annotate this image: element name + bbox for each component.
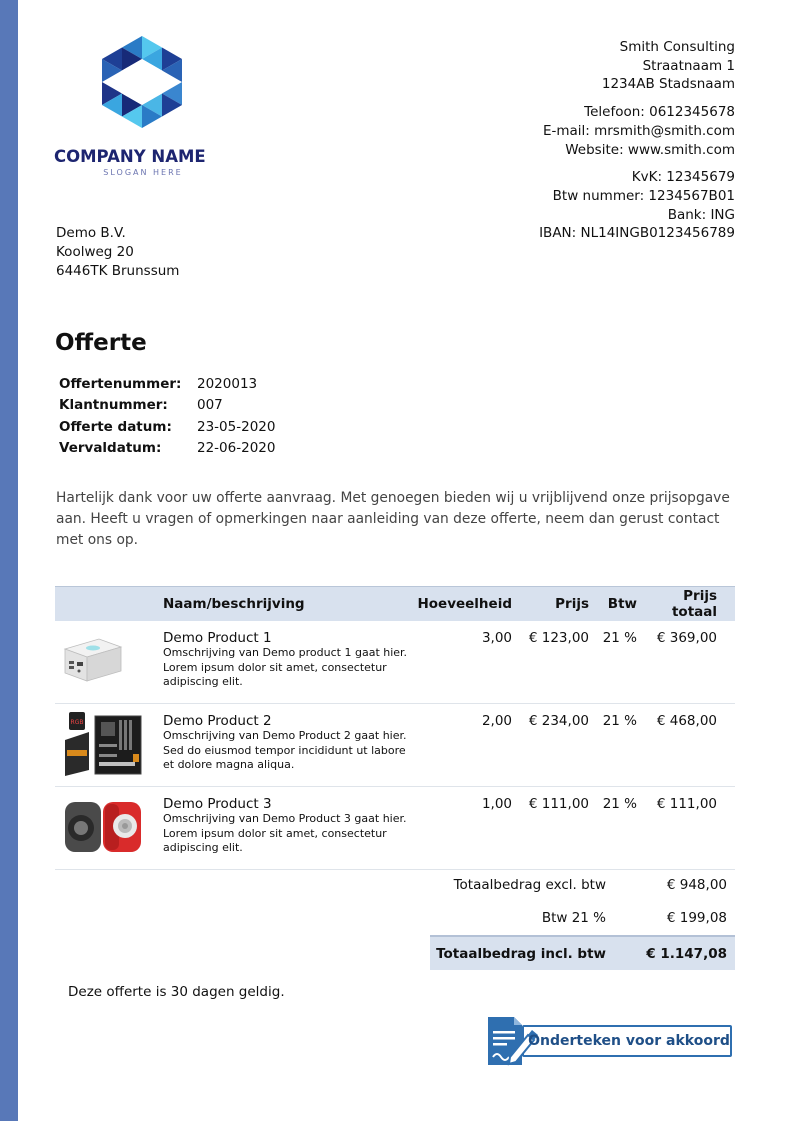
item-total: € 111,00: [656, 796, 717, 812]
item-description: Omschrijving van Demo Product 3 gaat hier. Lorem ipsum dolor sit amet, consectetur adipiscing elit.: [163, 812, 407, 854]
meta-row: [59, 416, 275, 438]
recipient-street: Koolweg 20: [56, 244, 134, 260]
grand-total-label: Totaalbedrag incl. btw: [436, 945, 606, 962]
header-vat: Btw: [607, 596, 637, 612]
mini-pc-image: [55, 627, 163, 693]
sender-address: [539, 38, 735, 94]
meta-value: 007: [197, 397, 223, 414]
subtotal-value: € 948,00: [666, 876, 727, 893]
subtotal-label: Totaalbedrag excl. btw: [453, 876, 606, 893]
header-qty: Hoeveelheid: [417, 596, 512, 612]
item-description: Omschrijving van Demo product 1 gaat hier. Lorem ipsum dolor sit amet, consectetur adipiscing elit.: [163, 646, 408, 688]
sender-website: Website: www.smith.com: [565, 141, 735, 158]
items-table: [55, 586, 735, 870]
item-qty: 3,00: [481, 630, 512, 646]
item-vat: 21 %: [602, 796, 637, 812]
svg-text:RGB: RGB: [70, 719, 84, 726]
sender-phone: Telefoon: 0612345678: [584, 104, 735, 121]
recipient-city: 6446TK Brunssum: [56, 263, 180, 279]
item-info: [163, 630, 413, 690]
grand-total-row: [430, 935, 735, 970]
sender-bank: Bank: ING: [667, 206, 735, 223]
sender-name: Smith Consulting: [619, 39, 735, 55]
sender-iban: IBAN: NL14INGB0123456789: [539, 225, 735, 242]
item-vat: 21 %: [602, 630, 637, 646]
meta-label: Offerte datum:: [59, 418, 172, 435]
speakers-image: [55, 793, 163, 859]
recipient-name: Demo B.V.: [56, 225, 126, 241]
sender-email: E-mail: mrsmith@smith.com: [542, 122, 735, 139]
meta-row: [59, 373, 275, 395]
meta-value: 22-06-2020: [197, 440, 276, 457]
item-info: [163, 796, 413, 856]
recipient-address: [56, 224, 179, 281]
item-qty: 1,00: [481, 796, 512, 812]
sign-for-approval-button[interactable]: [484, 1013, 734, 1069]
table-row: [55, 704, 735, 787]
grand-total-value: € 1.147,08: [646, 945, 727, 962]
meta-label: Offertenummer:: [59, 375, 182, 392]
meta-label: Vervaldatum:: [59, 440, 162, 457]
meta-value: 2020013: [197, 375, 258, 392]
company-name: COMPANY NAME: [54, 147, 206, 166]
sign-button-label: Onderteken voor akkoord: [528, 1033, 730, 1049]
company-slogan: SLOGAN HERE: [103, 168, 183, 177]
intro-text: Hartelijk dank voor uw offerte aanvraag. Met genoegen bieden wij u vrijblijvend onze prijsopgave aan. Heeft u vragen of opmerkingen naar aanleiding van deze offerte, neem dan gerust contact met ons op.: [56, 490, 730, 548]
subtotal-row: [430, 868, 735, 901]
table-row: [55, 787, 735, 870]
item-info: [163, 713, 413, 773]
sender-info: [539, 38, 735, 252]
header-total: Prijs totaal: [671, 588, 717, 620]
item-total: € 468,00: [656, 713, 717, 729]
item-vat: 21 %: [602, 713, 637, 729]
meta-label: Klantnummer:: [59, 397, 168, 414]
header-name: Naam/beschrijving: [163, 596, 305, 612]
vat-row: [430, 901, 735, 934]
item-price: € 234,00: [528, 713, 589, 729]
vat-label: Btw 21 %: [541, 909, 606, 926]
table-header: [55, 586, 735, 621]
side-accent-bar: [0, 0, 18, 1121]
company-logo: [54, 36, 232, 181]
item-price: € 111,00: [528, 796, 589, 812]
totals-block: [430, 868, 735, 970]
document-title: Offerte: [55, 330, 147, 356]
meta-value: 23-05-2020: [197, 418, 276, 435]
item-description: Omschrijving van Demo Product 2 gaat hier. Sed do eiusmod tempor incididunt ut labore et dolore magna aliqua.: [163, 729, 407, 771]
sender-contact: [539, 103, 735, 159]
item-name: Demo Product 1: [163, 630, 272, 646]
item-price: € 123,00: [528, 630, 589, 646]
sender-kvk: KvK: 12345679: [631, 169, 735, 186]
item-name: Demo Product 2: [163, 713, 272, 729]
motherboard-image: [55, 710, 163, 776]
sender-street: Straatnaam 1: [642, 57, 735, 74]
item-qty: 2,00: [481, 713, 512, 729]
meta-row: [59, 395, 275, 417]
sender-registration: [539, 168, 735, 243]
item-total: € 369,00: [656, 630, 717, 646]
meta-row: [59, 438, 275, 460]
vat-value: € 199,08: [666, 909, 727, 926]
validity-note: Deze offerte is 30 dagen geldig.: [68, 984, 285, 1000]
quote-meta: [59, 373, 275, 459]
table-row: [55, 621, 735, 704]
sender-btw: Btw nummer: 1234567B01: [552, 187, 735, 204]
hexagon-logo-icon: [102, 36, 182, 128]
sender-city: 1234AB Stadsnaam: [601, 76, 735, 93]
header-price: Prijs: [555, 596, 589, 612]
item-name: Demo Product 3: [163, 796, 272, 812]
